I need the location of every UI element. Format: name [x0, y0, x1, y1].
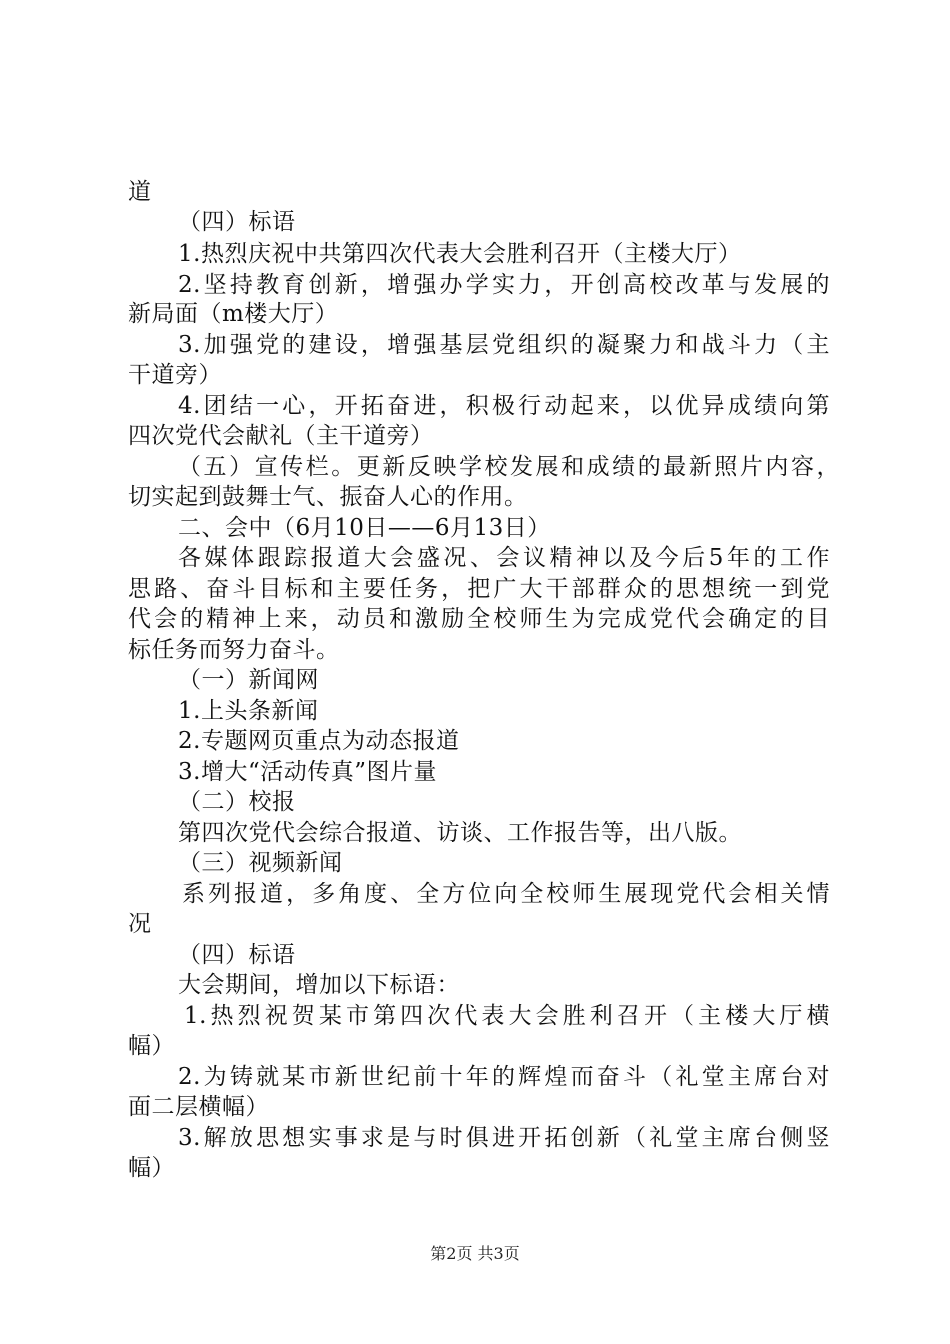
list-item: 2.坚持教育创新，增强办学实力，开创高校改革与发展的: [178, 272, 830, 298]
text-line: 新局面（m楼大厅）: [128, 301, 339, 327]
section-heading: （一）新闻网: [178, 667, 319, 693]
text-line: 四次党代会献礼（主干道旁）: [128, 423, 434, 449]
section-heading: （五）宣传栏。更新反映学校发展和成绩的最新照片内容，: [178, 454, 840, 480]
section-heading: （三）视频新闻: [178, 850, 343, 876]
text-line: 幅）: [128, 1033, 175, 1059]
section-heading: 二、会中（6月10日——6月13日）: [178, 515, 551, 541]
list-item: 3.加强党的建设，增强基层党组织的凝聚力和战斗力（主: [178, 332, 830, 358]
list-item: 2.专题网页重点为动态报道: [178, 728, 460, 754]
list-item: 2.为铸就某市新世纪前十年的辉煌而奋斗（礼堂主席台对: [178, 1064, 830, 1090]
paragraph-line: 标任务而努力奋斗。: [128, 637, 340, 663]
list-item: 1.热烈庆祝中共第四次代表大会胜利召开（主楼大厅）: [178, 241, 742, 267]
text-line: 幅）: [128, 1155, 175, 1181]
paragraph-line: 代会的精神上来，动员和激励全校师生为完成党代会确定的目: [128, 606, 830, 632]
text-line: 面二层横幅）: [128, 1094, 269, 1120]
paragraph-line: 系列报道，多角度、全方位向全校师生展现党代会相关情: [182, 881, 830, 907]
text-line: 道: [128, 179, 152, 205]
page-number-footer: 第2页 共3页: [430, 1244, 520, 1263]
paragraph-line: 大会期间，增加以下标语：: [178, 972, 460, 998]
text-line: 干道旁）: [128, 362, 222, 388]
list-item: 1.热烈祝贺某市第四次代表大会胜利召开（主楼大厅横: [184, 1003, 830, 1029]
paragraph-line: 第四次党代会综合报道、访谈、工作报告等，出八版。: [178, 820, 742, 846]
list-item: 3.解放思想实事求是与时俱进开拓创新（礼堂主席台侧竖: [178, 1125, 830, 1151]
section-heading: （四）标语: [178, 942, 296, 968]
text-line: 况: [128, 911, 152, 937]
paragraph-line: 思路、奋斗目标和主要任务，把广大干部群众的思想统一到党: [128, 576, 830, 602]
list-item: 1.上头条新闻: [178, 698, 319, 724]
list-item: 4.团结一心，开拓奋进，积极行动起来，以优异成绩向第: [178, 393, 830, 419]
list-item: 3.增大“活动传真”图片量: [178, 759, 437, 785]
text-line: 切实起到鼓舞士气、振奋人心的作用。: [128, 484, 528, 510]
section-heading: （二）校报: [178, 789, 296, 815]
section-heading: （四）标语: [178, 209, 296, 235]
paragraph-line: 各媒体跟踪报道大会盛况、会议精神以及今后5年的工作: [178, 545, 830, 571]
